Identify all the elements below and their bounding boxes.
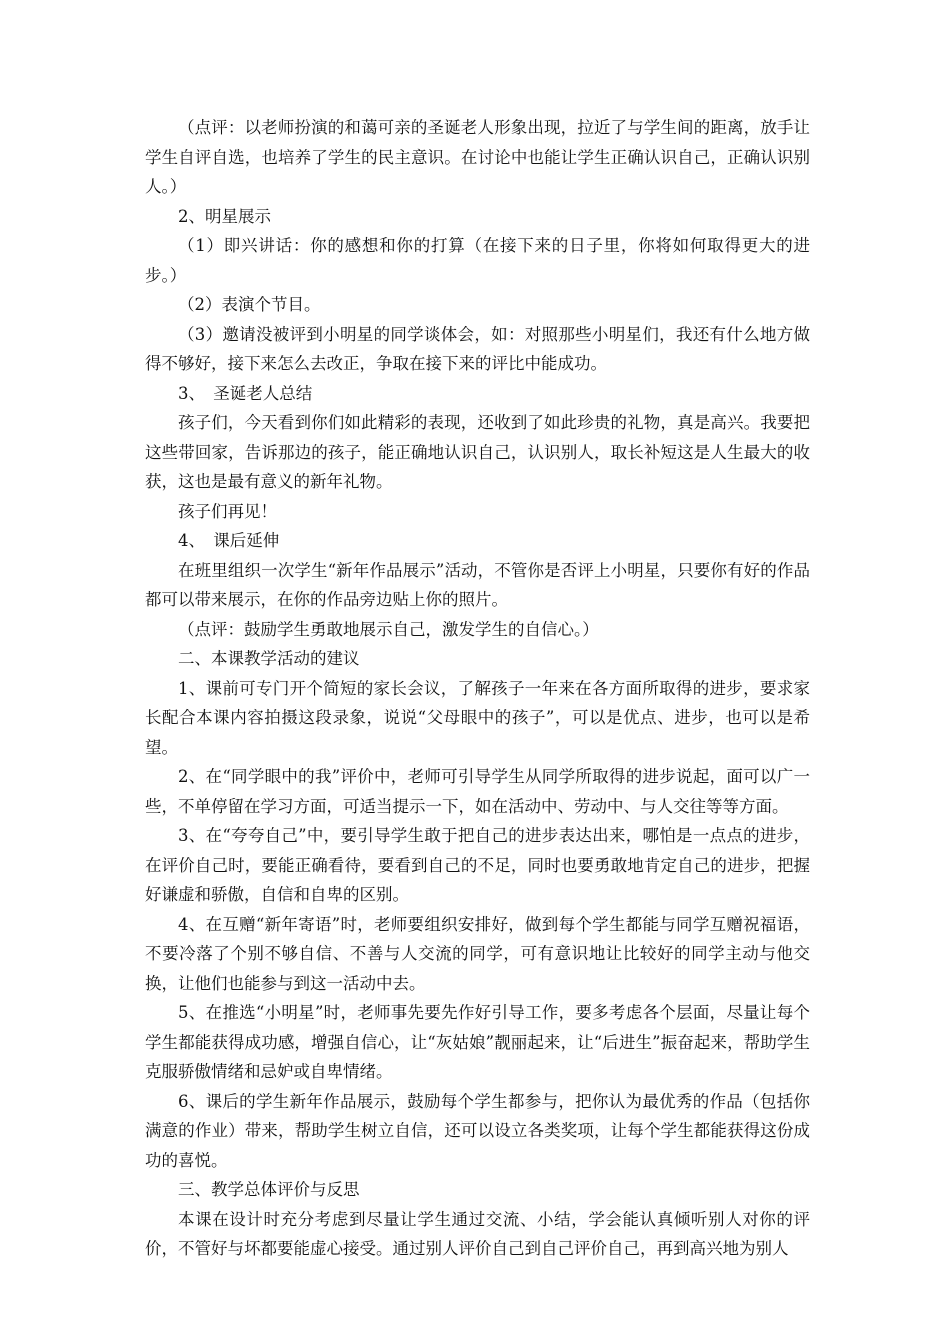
paragraph-goodbye: 孩子们再见！ [178,501,277,521]
paragraph-review-1: （点评：以老师扮演的和蔼可亲的圣诞老人形象出现，拉近了与学生间的距离，放手让学生自评自选，也培养了学生的民主意识。在讨论中也能让学生正确认识自己，正确认识别人。） [145,118,810,196]
heading-evaluation: 三、教学总体评价与反思 [178,1180,360,1199]
paragraph-invite: （3）邀请没被评到小明星的同学谈体会，如：对照那些小明星们，我还有什么地方做得不够好，接下来怎么去改正，争取在接下来的评比中能成功。 [145,324,810,373]
paragraph-extension: 在班里组织一次学生“新年作品展示”活动，不管你是否评上小明星，只要你有好的作品都可以带来展示，在你的作品旁边贴上你的照片。 [145,560,810,609]
heading-star-show: 2、明星展示 [178,206,271,226]
paragraph-review-2: （点评：鼓励学生勇敢地展示自己，激发学生的自信心。） [178,619,599,639]
paragraph-suggestion-2: 2、在“同学眼中的我”评价中，老师可引导学生从同学所取得的进步说起，面可以广一些，不单停留在学习方面，可适当提示一下，如在活动中、劳动中、与人交往等等方面。 [145,767,810,816]
paragraph-perform: （2）表演个节目。 [178,295,321,314]
paragraph-suggestion-1: 1、课前可专门开个简短的家长会议，了解孩子一年来在各方面所取得的进步，要求家长配合本课内容拍摄这段录象，说说“父母眼中的孩子”，可以是优点、进步，也可以是希望。 [145,678,810,757]
paragraph-suggestion-6: 6、课后的学生新年作品展示，鼓励每个学生都参与，把你认为最优秀的作品（包括你满意的作业）带来，帮助学生树立自信，还可以设立各类奖项，让每个学生都能获得这份成功的喜悦。 [145,1091,810,1170]
heading-santa-summary: 3、 圣诞老人总结 [178,383,313,403]
heading-extension: 4、 课后延伸 [178,531,280,550]
heading-suggestions: 二、本课教学活动的建议 [178,649,360,668]
paragraph-santa-speech: 孩子们，今天看到你们如此精彩的表现，还收到了如此珍贵的礼物，真是高兴。我要把这些带回家，告诉那边的孩子，能正确地认识自己，认识别人，取长补短这是人生最大的收获，这也是最有意义的新年礼物。 [145,413,810,491]
paragraph-suggestion-4: 4、在互赠“新年寄语”时，老师要组织安排好，做到每个学生都能与同学互赠祝福语，不要冷落了个别不够自信、不善与人交流的同学，可有意识地让比较好的同学主动与他交换，让他们也能参与到这一活动中去。 [145,914,810,993]
document-body [145,113,810,1264]
paragraph-suggestion-5: 5、在推选“小明星”时，老师事先要先作好引导工作，要多考虑各个层面，尽量让每个学生都能获得成功感，增强自信心，让“灰姑娘”靓丽起来，让“后进生”振奋起来，帮助学生克服骄傲情绪和忌妒或自卑情绪。 [145,1003,810,1081]
paragraph-evaluation: 本课在设计时充分考虑到尽量让学生通过交流、小结，学会能认真倾听别人对你的评价，不管好与坏都要能虚心接受。通过别人评价自己到自己评价自己，再到高兴地为别人 [145,1209,810,1258]
paragraph-suggestion-3: 3、在“夸夸自己”中，要引导学生敢于把自己的进步表达出来，哪怕是一点点的进步，在评价自己时，要能正确看待，要看到自己的不足，同时也要勇敢地肯定自己的进步，把握好谦虚和骄傲，自信和自卑的区别。 [145,826,810,904]
paragraph-impromptu-speech: （1）即兴讲话：你的感想和你的打算（在接下来的日子里，你将如何取得更大的进步。） [145,236,810,285]
